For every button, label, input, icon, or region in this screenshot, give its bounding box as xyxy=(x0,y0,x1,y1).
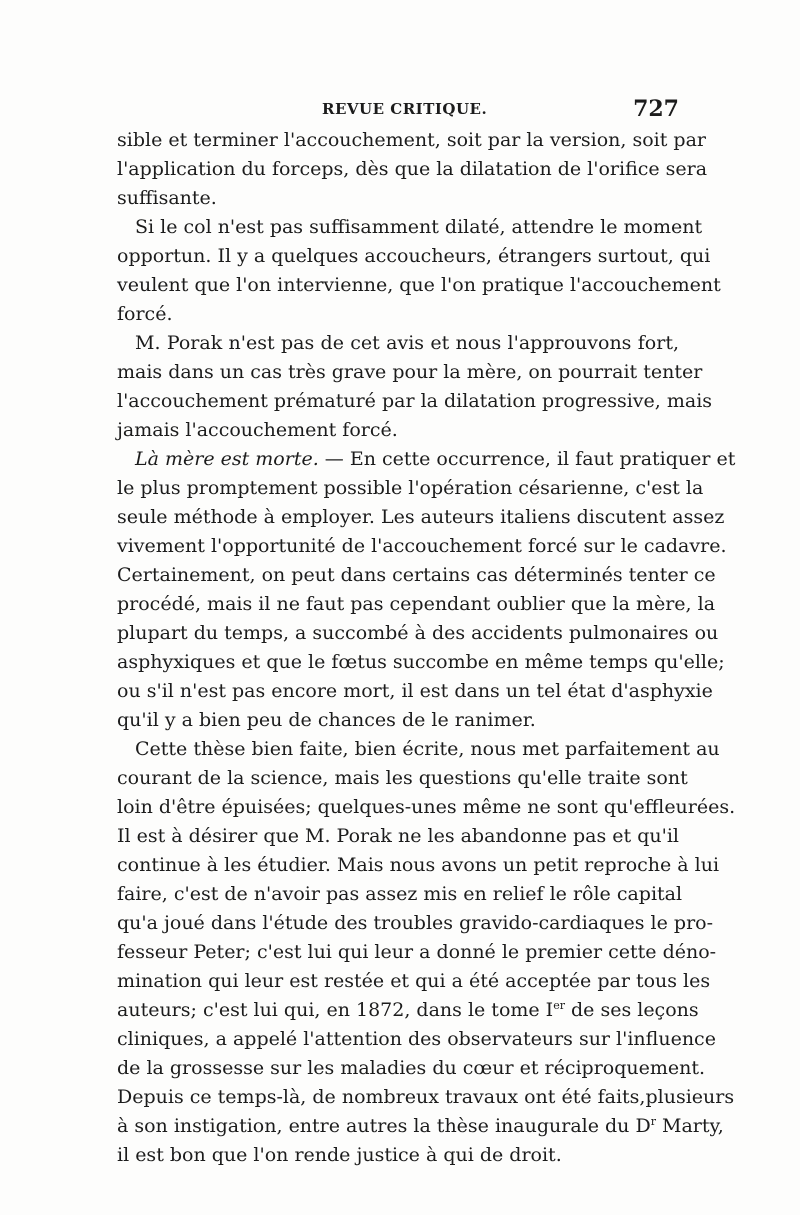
text-line: de la grossesse sur les maladies du cœur et réciproquement. xyxy=(117,1057,706,1079)
running-title: REVUE CRITIQUE. xyxy=(322,100,488,118)
text-line: l'accouchement prématuré par la dilatation progressive, mais xyxy=(117,390,713,412)
text-fragment: — En cette occurrence, il faut pratiquer et xyxy=(318,448,736,470)
text-line: le plus promptement possible l'opération césarienne, c'est la xyxy=(117,477,704,499)
text-line: opportun. Il y a quelques accoucheurs, étrangers surtout, qui xyxy=(117,245,711,267)
text-line: Cette thèse bien faite, bien écrite, nous met parfaitement au xyxy=(135,738,720,760)
text-line: sible et terminer l'accouchement, soit par la version, soit par xyxy=(117,129,706,151)
text-line: plupart du temps, a succombé à des accidents pulmonaires ou xyxy=(117,622,719,644)
text-line: courant de la science, mais les questions qu'elle traite sont xyxy=(117,767,688,789)
text-line xyxy=(117,1112,724,1141)
running-head xyxy=(117,96,679,124)
text-line: fesseur Peter; c'est lui qui leur a donné le premier cette déno- xyxy=(117,941,717,963)
text-line: mais dans un cas très grave pour la mère, on pourrait tenter xyxy=(117,361,703,383)
text-line: cliniques, a appelé l'attention des observateurs sur l'influence xyxy=(117,1028,716,1050)
text-line: vivement l'opportunité de l'accouchement forcé sur le cadavre. xyxy=(117,535,727,557)
text-fragment: de ses leçons xyxy=(564,999,699,1021)
text-line: Depuis ce temps-là, de nombreux travaux ont été faits,plusieurs xyxy=(117,1086,735,1108)
superscript: r xyxy=(650,1115,656,1128)
italic-heading: Là mère est morte. xyxy=(135,448,319,470)
superscript: er xyxy=(553,999,565,1012)
text-fragment: à son instigation, entre autres la thèse inaugurale du D xyxy=(117,1115,651,1137)
text-line: Il est à désirer que M. Porak ne les abandonne pas et qu'il xyxy=(117,825,679,847)
text-fragment: auteurs; c'est lui qui, en 1872, dans le tome I xyxy=(117,999,554,1021)
text-line: jamais l'accouchement forcé. xyxy=(117,419,398,441)
text-line: procédé, mais il ne faut pas cependant oublier que la mère, la xyxy=(117,593,716,615)
text-line: suffisante. xyxy=(117,187,217,209)
page-number: 727 xyxy=(633,96,679,122)
text-line: continue à les étudier. Mais nous avons un petit reproche à lui xyxy=(117,854,720,876)
text-line: mination qui leur est restée et qui a été acceptée par tous les xyxy=(117,970,711,992)
text-line: forcé. xyxy=(117,303,173,325)
text-line xyxy=(117,996,699,1025)
text-line: seule méthode à employer. Les auteurs italiens discutent assez xyxy=(117,506,725,528)
text-line: M. Porak n'est pas de cet avis et nous l'approuvons fort, xyxy=(135,332,679,354)
text-line xyxy=(117,445,736,474)
text-line: l'application du forceps, dès que la dilatation de l'orifice sera xyxy=(117,158,708,180)
text-line: Si le col n'est pas suffisamment dilaté, attendre le moment xyxy=(135,216,703,238)
text-line: Certainement, on peut dans certains cas déterminés tenter ce xyxy=(117,564,716,586)
text-line: asphyxiques et que le fœtus succombe en même temps qu'elle; xyxy=(117,651,725,673)
text-line: loin d'être épuisées; quelques-unes même ne sont qu'effleurées. xyxy=(117,796,736,818)
text-line: qu'il y a bien peu de chances de le ranimer. xyxy=(117,709,536,731)
text-line: qu'a joué dans l'étude des troubles gravido-cardiaques le pro- xyxy=(117,912,714,934)
body-text xyxy=(117,126,736,1170)
text-line: ou s'il n'est pas encore mort, il est dans un tel état d'asphyxie xyxy=(117,680,713,702)
text-fragment: Marty, xyxy=(655,1115,724,1137)
text-line: il est bon que l'on rende justice à qui de droit. xyxy=(117,1144,562,1166)
text-line: faire, c'est de n'avoir pas assez mis en relief le rôle capital xyxy=(117,883,683,905)
text-line: veulent que l'on intervienne, que l'on pratique l'accouchement xyxy=(117,274,721,296)
